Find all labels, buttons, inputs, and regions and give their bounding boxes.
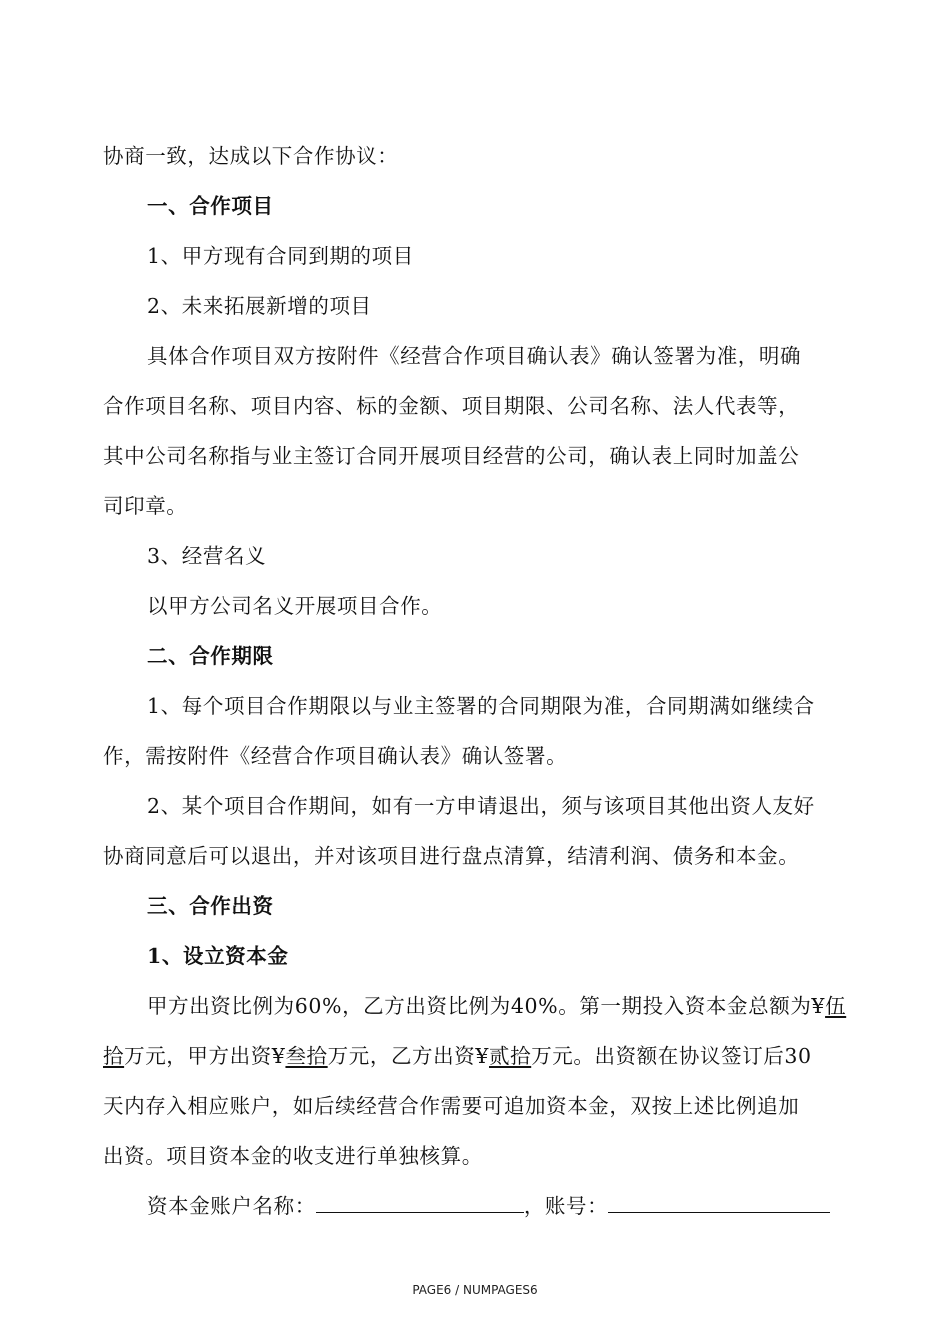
section-heading-3: 三、合作出资: [147, 894, 274, 918]
section-heading-1: 一、合作项目: [147, 194, 274, 218]
account-number-blank[interactable]: [608, 1192, 830, 1213]
paragraph-line: 具体合作项目双方按附件《经营合作项目确认表》确认签署为准，明确: [147, 344, 802, 368]
paragraph-line: 协商同意后可以退出，并对该项目进行盘点清算，结清利润、债务和本金。: [103, 844, 800, 868]
page-number-footer: PAGE6 / NUMPAGES6: [412, 1283, 538, 1297]
amount-underlined: 叁拾: [285, 1044, 328, 1068]
text-run: 万元，乙方出资¥: [327, 1044, 489, 1068]
paragraph-line: 以甲方公司名义开展项目合作。: [147, 594, 443, 618]
account-number-label: ，账号：: [523, 1194, 609, 1218]
paragraph-line: 作，需按附件《经营合作项目确认表》确认签署。: [103, 744, 568, 768]
paragraph-line: 其中公司名称指与业主签订合同开展项目经营的公司，确认表上同时加盖公: [103, 444, 800, 468]
section-heading-2: 二、合作期限: [147, 644, 274, 668]
account-name-blank[interactable]: [316, 1192, 524, 1213]
text-run: 万元。出资额在协议签订后30: [531, 1044, 812, 1068]
subsection-heading: 1、设立资本金: [147, 944, 289, 968]
paragraph-line: [147, 991, 846, 1021]
text-run: 万元，甲方出资¥: [124, 1044, 286, 1068]
amount-underlined: 贰拾: [489, 1044, 532, 1068]
paragraph-line: 出资。项目资本金的收支进行单独核算。: [103, 1144, 483, 1168]
paragraph-line: 司印章。: [103, 494, 188, 518]
paragraph-line: [103, 1041, 812, 1071]
list-item-1: 1、甲方现有合同到期的项目: [147, 244, 414, 268]
list-item-3: 3、经营名义: [147, 544, 267, 568]
paragraph-line: 天内存入相应账户，如后续经营合作需要可追加资本金，双按上述比例追加: [103, 1094, 800, 1118]
paragraph-line: 2、某个项目合作期间，如有一方申请退出，须与该项目其他出资人友好: [147, 794, 815, 818]
paragraph-line: 1、每个项目合作期限以与业主签署的合同期限为准，合同期满如继续合: [147, 694, 815, 718]
account-name-label: 资本金账户名称：: [147, 1194, 316, 1218]
account-line: [147, 1191, 830, 1221]
amount-underlined: 拾: [103, 1044, 125, 1068]
intro-paragraph: 协商一致，达成以下合作协议：: [103, 144, 399, 168]
text-run: 甲方出资比例为60%，乙方出资比例为40%。第一期投入资本金总额为¥: [147, 994, 826, 1018]
paragraph-line: 合作项目名称、项目内容、标的金额、项目期限、公司名称、法人代表等，: [103, 394, 800, 418]
list-item-2: 2、未来拓展新增的项目: [147, 294, 372, 318]
amount-underlined: 伍: [825, 994, 847, 1018]
